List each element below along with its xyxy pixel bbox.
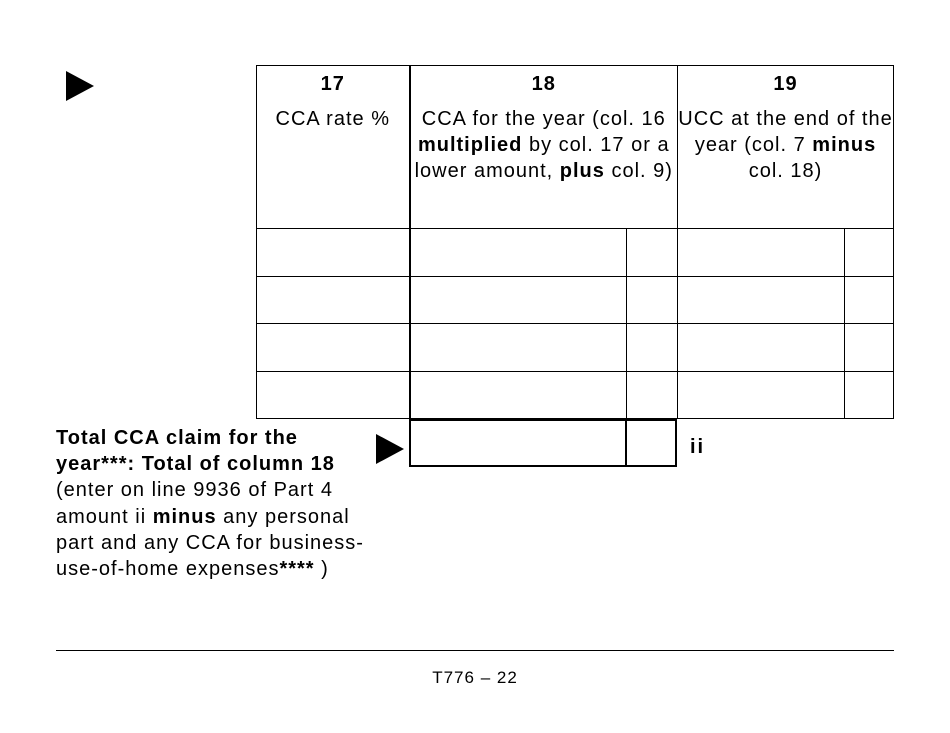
ucc-end-of-year-cents-input[interactable] (845, 229, 894, 277)
ucc-end-of-year-dollars-input[interactable] (678, 229, 845, 277)
page-number: T776 – 22 (432, 668, 518, 687)
ucc-end-of-year-dollars-input[interactable] (678, 371, 845, 419)
cca-for-year-cents-input[interactable] (627, 229, 678, 277)
cca-for-year-cents-input[interactable] (627, 324, 678, 372)
table-row (257, 324, 894, 372)
ucc-end-of-year-dollars-input[interactable] (678, 276, 845, 324)
total-pointer-arrow-icon (376, 434, 404, 464)
table-row (257, 229, 894, 277)
amount-ii-label: ii (690, 436, 706, 458)
column-17-title: CCA rate % (275, 108, 390, 130)
table-row (257, 371, 894, 419)
column-17-header (257, 66, 410, 229)
column-19-title: UCC at the end of the year (col. 7 minus col. 18) (678, 108, 893, 182)
total-cca-dollars-input[interactable] (411, 421, 627, 465)
cca-for-year-dollars-input[interactable] (410, 276, 627, 324)
ucc-end-of-year-cents-input[interactable] (845, 276, 894, 324)
ucc-end-of-year-cents-input[interactable] (845, 371, 894, 419)
row-pointer-arrow-icon (66, 71, 94, 101)
cca-for-year-dollars-input[interactable] (410, 371, 627, 419)
table-header-row (257, 66, 894, 229)
column-18-number: 18 (531, 73, 556, 95)
total-cca-claim-field (409, 419, 677, 467)
cca-for-year-dollars-input[interactable] (410, 324, 627, 372)
cca-table (256, 65, 894, 419)
column-19-header (678, 66, 894, 229)
total-cca-cents-input[interactable] (627, 421, 675, 465)
cca-for-year-cents-input[interactable] (627, 276, 678, 324)
column-17-number: 17 (320, 73, 345, 95)
table-row (257, 276, 894, 324)
footer-divider (56, 650, 894, 651)
column-19-number: 19 (773, 73, 798, 95)
total-cca-claim-label: Total CCA claim for the year***: Total of column 18 (enter on line 9936 of Part 4 amount ii minus any personal part and any CCA for business-use-of-home expenses**** ) (56, 427, 364, 581)
cca-rate-input[interactable] (257, 276, 410, 324)
cca-rate-input[interactable] (257, 324, 410, 372)
cca-for-year-dollars-input[interactable] (410, 229, 627, 277)
column-18-header (410, 66, 678, 229)
cca-rate-input[interactable] (257, 371, 410, 419)
cca-rate-input[interactable] (257, 229, 410, 277)
ucc-end-of-year-cents-input[interactable] (845, 324, 894, 372)
column-18-title: CCA for the year (col. 16 multiplied by col. 17 or a lower amount, plus col. 9) (414, 108, 673, 182)
cca-for-year-cents-input[interactable] (627, 371, 678, 419)
ucc-end-of-year-dollars-input[interactable] (678, 324, 845, 372)
